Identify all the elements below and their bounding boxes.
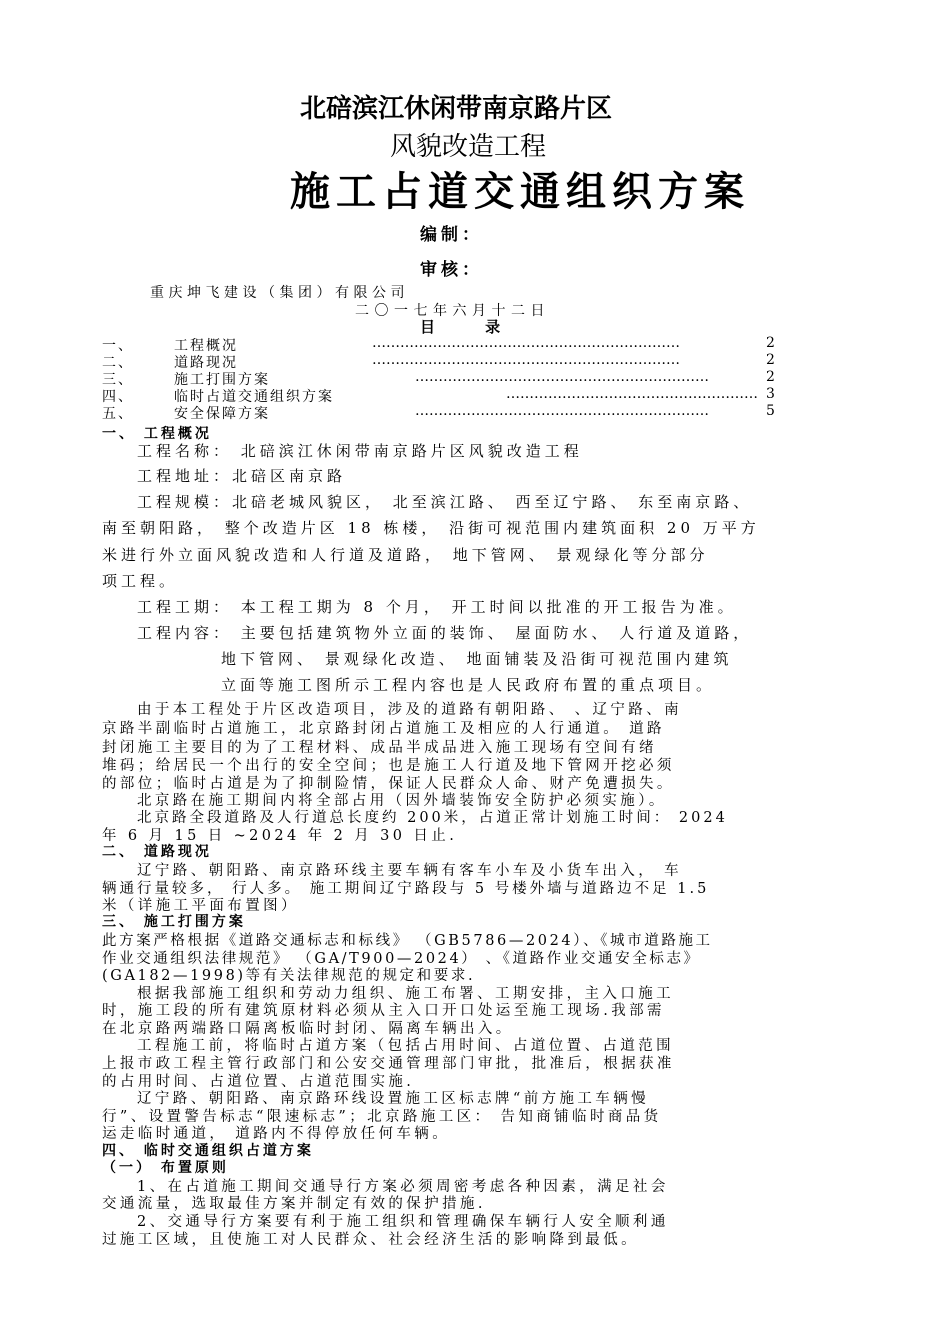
- toc-item-number: 二、: [102, 355, 134, 371]
- toc-item-label: 临时占道交通组织方案: [174, 389, 334, 405]
- paragraph-line: 运走临时通道， 道路内不得停放任何车辆。: [102, 1126, 451, 1142]
- toc-item-leader: …………………………………………………………: [372, 352, 680, 368]
- toc-item-number: 四、: [102, 389, 134, 405]
- project-content-line: 立面等施工图所示工程内容也是人民政府布置的重点项目。: [221, 676, 716, 694]
- toc-item-page: 5: [766, 403, 777, 419]
- project-scale-line: 工程规模：北碚老城风貌区， 北至滨江路、 西至辽宁路、 东至南京路、: [137, 493, 753, 511]
- paragraph-line: 米（详施工平面布置图）: [102, 898, 299, 914]
- paragraph-line: 交通流量，选取最佳方案并制定有效的保护措施.: [102, 1196, 486, 1212]
- title-line-2: 风貌改造工程: [390, 132, 547, 162]
- toc-item-number: 一、: [102, 338, 134, 354]
- title-line-1: 北碚滨江休闲带南京路片区: [300, 94, 613, 124]
- paragraph-line: 根据我部施工组织和劳动力组织、施工布署、工期安排，主入口施工: [137, 986, 674, 1002]
- toc-item[interactable]: [102, 369, 782, 387]
- section-heading: 四、 临时交通组织占道方案: [102, 1143, 314, 1159]
- paragraph-line: 北京路全段道路及人行道总长度约 200米，占道正常计划施工时间： 2024: [137, 810, 728, 826]
- toc-item-number: 三、: [102, 372, 134, 388]
- project-period: 工程工期： 本工程工期为 8 个月， 开工时间以批准的开工报告为准。: [137, 598, 737, 616]
- paragraph-line: 工程施工前，将临时占道方案（包括占用时间、占道位置、占道范围: [137, 1038, 674, 1054]
- paragraph-line: 由于本工程处于片区改造项目，涉及的道路有朝阳路、 、辽宁路、南: [137, 702, 683, 718]
- company-name: 重庆坤飞建设（集团）有限公司: [150, 285, 409, 301]
- toc-item-leader: ………………………………………………………: [415, 369, 709, 385]
- paragraph-line: 此方案严格根据《道路交通标志和标线》 （GB5786—2024）、《城市道路施工: [102, 933, 713, 949]
- section-heading: 一、 工程概况: [102, 426, 212, 442]
- section-heading: 三、 施工打围方案: [102, 914, 246, 930]
- toc-item[interactable]: [102, 352, 782, 370]
- toc-item-label: 道路现况: [174, 355, 238, 371]
- paragraph-line: 年 6 月 15 日 ~2024 年 2 月 30 日止.: [102, 828, 458, 844]
- paragraph-line: 在北京路两端路口隔离板临时封闭、隔离车辆出入。: [102, 1021, 514, 1037]
- toc-item-page: 2: [766, 369, 777, 385]
- toc-item-page: 2: [766, 352, 777, 368]
- compiled-by-label: 编制：: [420, 225, 483, 245]
- toc-item-label: 工程概况: [174, 338, 238, 354]
- paragraph-line: 上报市政工程主管行政部门和公安交通管理部门审批，批准后，根据获准: [102, 1056, 675, 1072]
- document-title: 施工占道交通组织方案: [290, 168, 750, 215]
- paragraph-line: 京路半副临时占道施工，北京路封闭占道施工及相应的人行通道。 道路: [102, 721, 665, 737]
- paragraph-line: 辽宁路、朝阳路、南京路环线主要车辆有客车小车及小货车出入， 车: [137, 863, 683, 879]
- paragraph-line: 辽宁路、朝阳路、南京路环线设置施工区标志牌“前方施工车辆慢: [137, 1091, 650, 1107]
- paragraph-line: 北京路在施工期间内将全部占用（因外墙装饰安全防护必须实施）。: [137, 793, 667, 809]
- toc-item-number: 五、: [102, 406, 134, 422]
- paragraph-line: (GA182—1998)等有关法律规范的规定和要求.: [102, 968, 476, 984]
- project-address: 工程地址：北碚区南京路: [137, 467, 347, 485]
- project-name: 工程名称： 北碚滨江休闲带南京路片区风貌改造工程: [137, 442, 583, 460]
- project-scale-line: 南至朝阳路， 整个改造片区 18 栋楼， 沿街可视范围内建筑面积 20 万平方: [102, 519, 760, 537]
- document-date: 二〇一七年六月十二日: [355, 303, 550, 319]
- paragraph-line: 1、在占道施工期间交通导行方案必须周密考虑各种因素，满足社会: [137, 1179, 669, 1195]
- toc-heading: 目 录: [420, 318, 505, 336]
- paragraph-line: 堆码；给居民一个出行的安全空间；也是施工人行道及地下管网开挖必须: [102, 758, 675, 774]
- paragraph-line: 的占用时间、占道位置、占道范围实施.: [102, 1074, 415, 1090]
- paragraph-line: 封闭施工主要目的为了工程材料、成品半成品进入施工现场有空间有绪: [102, 740, 657, 756]
- paragraph-line: 辆通行量较多， 行人多。 施工期间辽宁路段与 5 号楼外墙与道路边不足 1.5: [102, 881, 710, 897]
- toc-item-label: 施工打围方案: [174, 372, 270, 388]
- paragraph-line: 行”、设置警告标志“限速标志”；北京路施工区： 告知商铺临时商品货: [102, 1109, 662, 1125]
- toc-item[interactable]: [102, 403, 782, 421]
- toc-item-leader: ………………………………………………………: [415, 403, 709, 419]
- project-content-line: 工程内容： 主要包括建筑物外立面的装饰、 屋面防水、 人行道及道路，: [137, 624, 753, 642]
- reviewed-by-label: 审核：: [420, 260, 483, 280]
- paragraph-line: 的部位；临时占道是为了抑制险情，保证人民群众人命、财产免遭损失。: [102, 776, 675, 792]
- project-scale-line: 米进行外立面风貌改造和人行道及道路， 地下管网、 景观绿化等分部分: [102, 546, 709, 564]
- toc-item-label: 安全保障方案: [174, 406, 270, 422]
- section-heading: 二、 道路现况: [102, 844, 212, 860]
- toc-item-leader: ………………………………………………: [506, 386, 758, 402]
- paragraph-line: 作业交通组织法律规范》 （GA/T900—2024） 、《道路作业交通安全标志》: [102, 951, 701, 967]
- toc-item[interactable]: [102, 386, 782, 404]
- paragraph-line: 2、交通导行方案要有利于施工组织和管理确保车辆行人安全顺利通: [137, 1214, 669, 1230]
- toc-item-page: 2: [766, 335, 777, 351]
- toc-item-page: 3: [766, 386, 777, 402]
- paragraph-line: 时，施工段的所有建筑原材料必须从主入口开口处运至施工现场.我部需: [102, 1003, 665, 1019]
- project-scale-line: 项工程。: [102, 572, 179, 590]
- toc-item-leader: …………………………………………………………: [372, 335, 680, 351]
- toc-item[interactable]: [102, 335, 782, 353]
- paragraph-line: 过施工区域，且使施工对人民群众、社会经济生活的影响降到最低。: [102, 1232, 639, 1248]
- subsection-heading: （一） 布置原则: [102, 1160, 229, 1176]
- project-content-line: 地下管网、 景观绿化改造、 地面铺装及沿街可视范围内建筑: [221, 650, 733, 668]
